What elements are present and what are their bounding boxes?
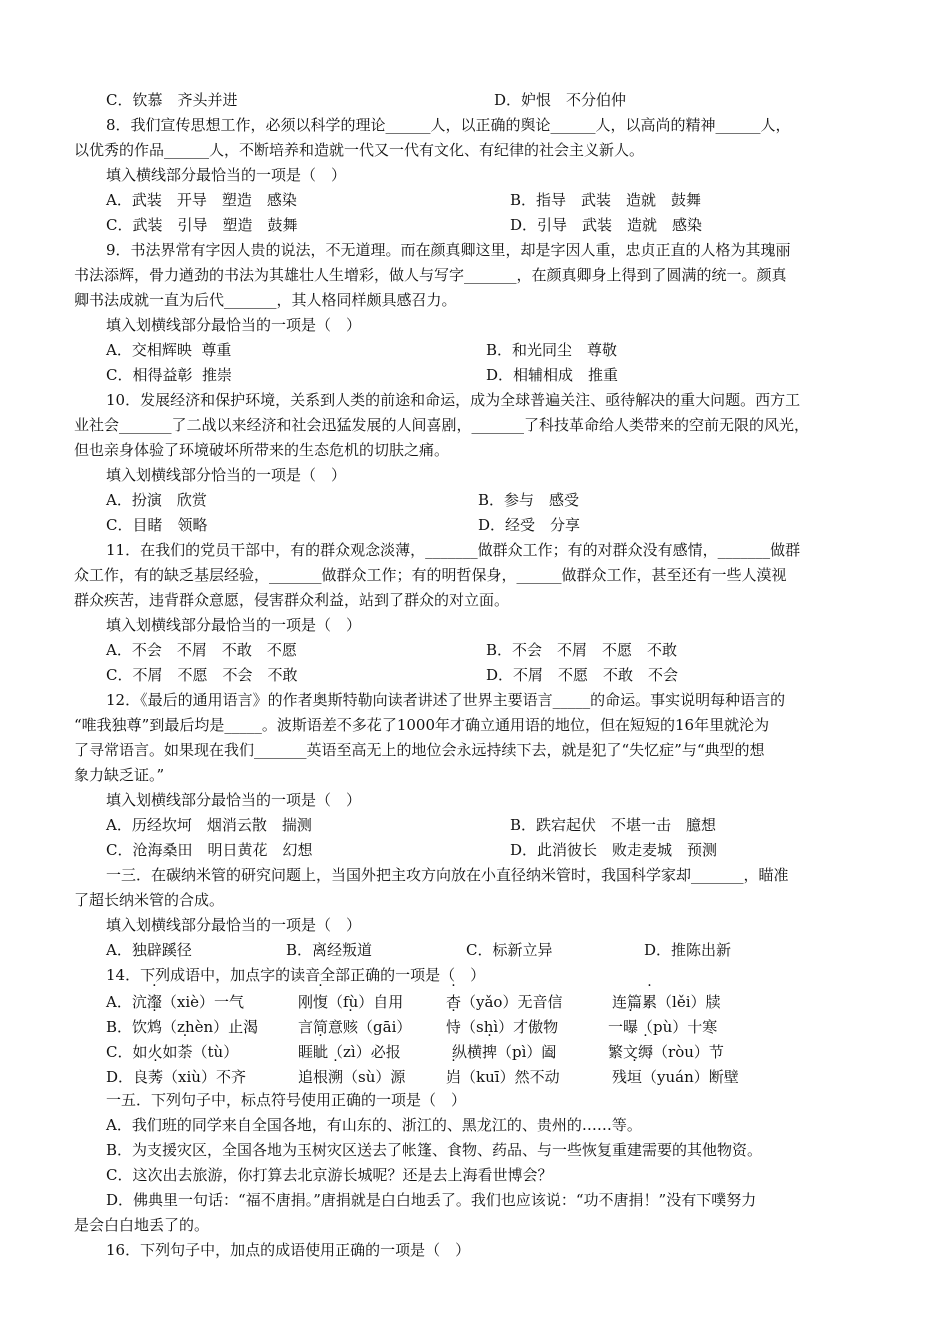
q11-option-d: D．不屑 不愿 不敢 不会	[486, 666, 679, 684]
q10-option-d: D．经受 分享	[478, 516, 581, 534]
q8-stem-line2: 以优秀的作品______人，不断培养和造就一代又一代有文化、有纪律的社会主义新人。	[74, 141, 645, 159]
q11-prompt: 填入划横线部分最恰当的一项是（ ）	[106, 616, 362, 634]
q15-option-c: C．这次出去旅游，你打算去北京游长城呢？还是去上海看世博会？	[106, 1166, 553, 1184]
q8-option-a: A．武装 开导 塑造 感染	[106, 191, 297, 209]
q11-stem-line1: 11．在我们的党员干部中，有的群众观念淡薄，_______做群众工作；有的对群众没有感情，_______做群	[106, 541, 801, 559]
q10-option-c: C．目睹 领略	[106, 516, 208, 534]
q14-option-c-item3: 纵横捭（pì）阖	[452, 1043, 557, 1061]
q13-option-c: C．标新立异	[466, 941, 553, 959]
q12-prompt: 填入划横线部分最恰当的一项是（ ）	[106, 791, 362, 809]
q14-option-c-item2: 睚眦（zì）必报	[298, 1043, 401, 1061]
q10-option-b: B．参与 感受	[478, 491, 580, 509]
q12-stem-line3: 了寻常语言。如果现在我们_______英语至高无上的地位会永远持续下去，就是犯了“失忆症”与“典型的想	[74, 741, 765, 759]
q14-option-a-item3: 杳（yǎo）无音信	[446, 993, 563, 1011]
q11-option-b: B．不会 不屑 不愿 不敢	[486, 641, 678, 659]
q14-option-d-item3: 岿（kuī）然不动	[446, 1068, 560, 1086]
q12-stem-line2: “唯我独尊”到最后均是_____。波斯语差不多花了1000年才确立通用语的地位，但在短短的16年里就沦为	[74, 716, 770, 734]
q14-option-b-item1: B．饮鸩（zhèn）止渴	[106, 1018, 259, 1036]
q9-stem-line1: 9．书法界常有字因人贵的说法，不无道理。而在颜真卿这里，却是字因人重，忠贞正直的人格为其瑰丽	[106, 241, 791, 259]
q14-option-a-item2: 刚愎（fù）自用	[298, 993, 404, 1011]
q13-option-d: D．推陈出新	[644, 941, 732, 959]
q12-option-d: D．此消彼长 败走麦城 预测	[510, 841, 718, 859]
q14-option-c-item1: C．如火如荼（tù）	[106, 1043, 239, 1061]
q15-option-b: B．为支援灾区，全国各地为玉树灾区送去了帐篷、食物、药品、与一些恢复重建需要的其他物资。	[106, 1141, 763, 1159]
q11-stem-line3: 群众疾苦，违背群众意愿，侵害群众利益，站到了群众的对立面。	[74, 591, 510, 609]
q9-option-a: A．交相辉映 尊重	[106, 341, 232, 359]
q8-prompt: 填入横线部分最恰当的一项是（ ）	[106, 166, 347, 184]
q12-option-c: C．沧海桑田 明日黄花 幻想	[106, 841, 313, 859]
q9-option-c: C．相得益彰 推崇	[106, 366, 233, 384]
q9-stem-line2: 书法添辉，骨力遒劲的书法为其雄壮人生增彩，做人与写字_______，在颜真卿身上得到了圆满的统一。颜真	[74, 266, 787, 284]
q11-option-c: C．不屑 不愿 不会 不敢	[106, 666, 298, 684]
q15-stem: 一五．下列句子中，标点符号使用正确的一项是（ ）	[106, 1091, 467, 1109]
q14-option-d-item1: D．良莠（xiù）不齐	[106, 1068, 246, 1086]
q13-prompt: 填入划横线部分最恰当的一项是（ ）	[106, 916, 362, 934]
q10-stem-line3: 但也亲身体验了环境破坏所带来的生态危机的切肤之痛。	[74, 441, 450, 459]
q7-option-c: C．钦慕 齐头并进	[106, 91, 238, 109]
q13-option-b: B．离经叛道	[286, 941, 373, 959]
q14-option-b-item4: 一曝（pù）十寒	[608, 1018, 718, 1036]
q9-option-d: D．相辅相成 推重	[486, 366, 619, 384]
q9-option-b: B．和光同尘 尊敬	[486, 341, 618, 359]
q16-stem: 16．下列句子中，加点的成语使用正确的一项是（ ）	[106, 1241, 471, 1259]
q8-option-c: C．武装 引导 塑造 鼓舞	[106, 216, 298, 234]
q7-option-d: D．妒恨 不分伯仲	[494, 91, 627, 109]
q14-option-d-item4: 残垣（yuán）断壁	[612, 1068, 739, 1086]
q9-prompt: 填入划横线部分最恰当的一项是（ ）	[106, 316, 362, 334]
q13-stem-line1: 一三．在碳纳米管的研究问题上，当国外把主攻方向放在小直径纳米管时，我国科学家却_______，瞄准	[106, 866, 789, 884]
q10-stem-line1: 10．发展经济和保护环境，关系到人类的前途和命运，成为全球普遍关注、亟待解决的重大问题。西方工	[106, 391, 801, 409]
q11-stem-line2: 众工作，有的缺乏基层经验，_______做群众工作；有的明哲保身，______做群众工作，甚至还有一些人漠视	[74, 566, 787, 584]
q14-option-b-item2: 言简意赅（gāi）	[298, 1018, 412, 1036]
q14-option-d-item2: 追根溯（sù）源	[298, 1068, 406, 1086]
q13-option-a: A．独辟蹊径	[106, 941, 192, 959]
q14-stem: 14．下列成语中，加点字的读音全部正确的一项是（ ）	[106, 966, 486, 984]
q10-prompt: 填入划横线部分恰当的一项是（ ）	[106, 466, 347, 484]
q10-option-a: A．扮演 欣赏	[106, 491, 207, 509]
q9-stem-line3: 卿书法成就一直为后代_______，其人格同样颇具感召力。	[74, 291, 457, 309]
q14-option-c-item4: 繁文缛（ròu）节	[608, 1043, 724, 1061]
q14-option-b-item3: 恃（shì）才傲物	[446, 1018, 559, 1036]
q13-stem-line2: 了超长纳米管的合成。	[74, 891, 225, 909]
q12-stem-line1: 12．《最后的通用语言》的作者奥斯特勒向读者讲述了世界主要语言_____的命运。事实说明每种语言的	[106, 691, 786, 709]
q8-stem-line1: 8．我们宣传思想工作，必须以科学的理论______人，以正确的舆论______人，以高尚的精神______人，	[106, 116, 791, 134]
q12-stem-line4: 象力缺乏证。”	[74, 766, 165, 784]
q11-option-a: A．不会 不屑 不敢 不愿	[106, 641, 297, 659]
q12-option-a: A．历经坎坷 烟消云散 揣测	[106, 816, 312, 834]
q15-option-d-line2: 是会白白地丢了的。	[74, 1216, 210, 1234]
q14-option-a-item1: A．沆瀣（xiè）一气	[106, 993, 244, 1011]
q15-option-d-line1: D．佛典里一句话：“福不唐捐。”唐捐就是白白地丢了。我们也应该说：“功不唐捐！”没有下噗努力	[106, 1191, 757, 1209]
q8-option-d: D．引导 武装 造就 感染	[510, 216, 703, 234]
q12-option-b: B．跌宕起伏 不堪一击 臆想	[510, 816, 717, 834]
q15-option-a: A．我们班的同学来自全国各地，有山东的、浙江的、黑龙江的、贵州的……等。	[106, 1116, 642, 1134]
q10-stem-line2: 业社会_______了二战以来经济和社会迅猛发展的人间喜剧，_______了科技革命给人类带来的空前无限的风光，	[74, 416, 810, 434]
q14-option-a-item4: 连篇累（lěi）牍	[612, 993, 721, 1011]
q8-option-b: B．指导 武装 造就 鼓舞	[510, 191, 702, 209]
